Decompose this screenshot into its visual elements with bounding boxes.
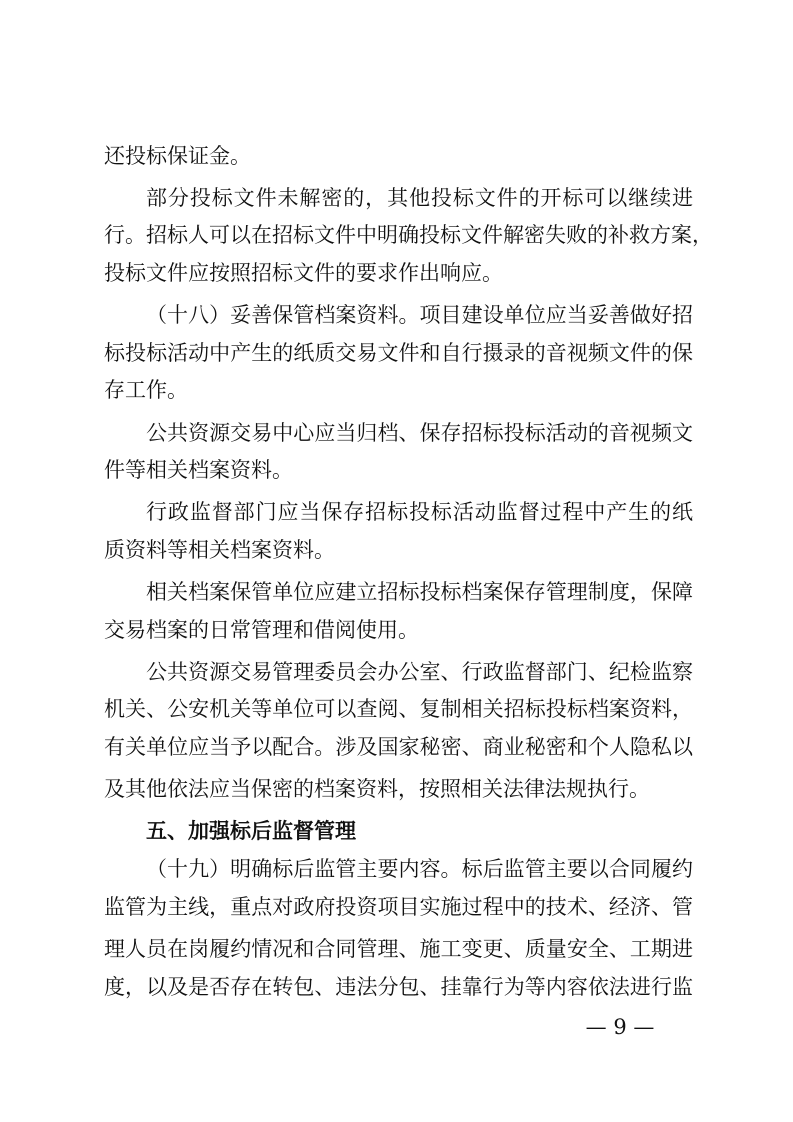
page-number: — 9 — — [585, 1015, 655, 1039]
text-line: 机关、公安机关等单位可以查阅、复制相关招标投标档案资料， — [104, 697, 693, 721]
text-line: 件等相关档案资料。 — [104, 458, 293, 482]
text-line: （十九）明确标后监管主要内容。标后监管主要以合同履约 — [146, 857, 693, 881]
text-line: 交易档案的日常管理和借阅使用。 — [104, 618, 419, 642]
text-line: 及其他依法应当保密的档案资料，按照相关法律法规执行。 — [104, 777, 650, 801]
text-line: 度，以及是否存在转包、违法分包、挂靠行为等内容依法进行监 — [104, 975, 693, 999]
text-line: 监管为主线，重点对政府投资项目实施过程中的技术、经济、管 — [104, 895, 693, 919]
text-line: 有关单位应当予以配合。涉及国家秘密、商业秘密和个人隐私以 — [104, 735, 693, 759]
text-line: 理人员在岗履约情况和合同管理、施工变更、质量安全、工期进 — [104, 937, 693, 961]
text-line: 相关档案保管单位应建立招标投标档案保存管理制度，保障 — [146, 580, 693, 604]
section-heading: 五、加强标后监督管理 — [146, 819, 356, 843]
text-line: 投标文件应按照招标文件的要求作出响应。 — [104, 261, 503, 285]
text-line: 公共资源交易管理委员会办公室、行政监督部门、纪检监察 — [146, 660, 693, 684]
text-line: 质资料等相关档案资料。 — [104, 538, 335, 562]
text-line: 公共资源交易中心应当归档、保存招标投标活动的音视频文 — [146, 421, 693, 445]
text-line: 存工作。 — [104, 378, 188, 402]
text-line: （十八）妥善保管档案资料。项目建设单位应当妥善做好招 — [146, 303, 693, 327]
text-line: 标投标活动中产生的纸质交易文件和自行摄录的音视频文件的保 — [104, 341, 693, 365]
text-line: 行政监督部门应当保存招标投标活动监督过程中产生的纸 — [146, 500, 693, 524]
text-line: 还投标保证金。 — [104, 144, 251, 168]
text-line: 部分投标文件未解密的，其他投标文件的开标可以继续进 — [146, 186, 693, 210]
text-line: 行。招标人可以在招标文件中明确投标文件解密失败的补救方案， — [104, 223, 713, 247]
